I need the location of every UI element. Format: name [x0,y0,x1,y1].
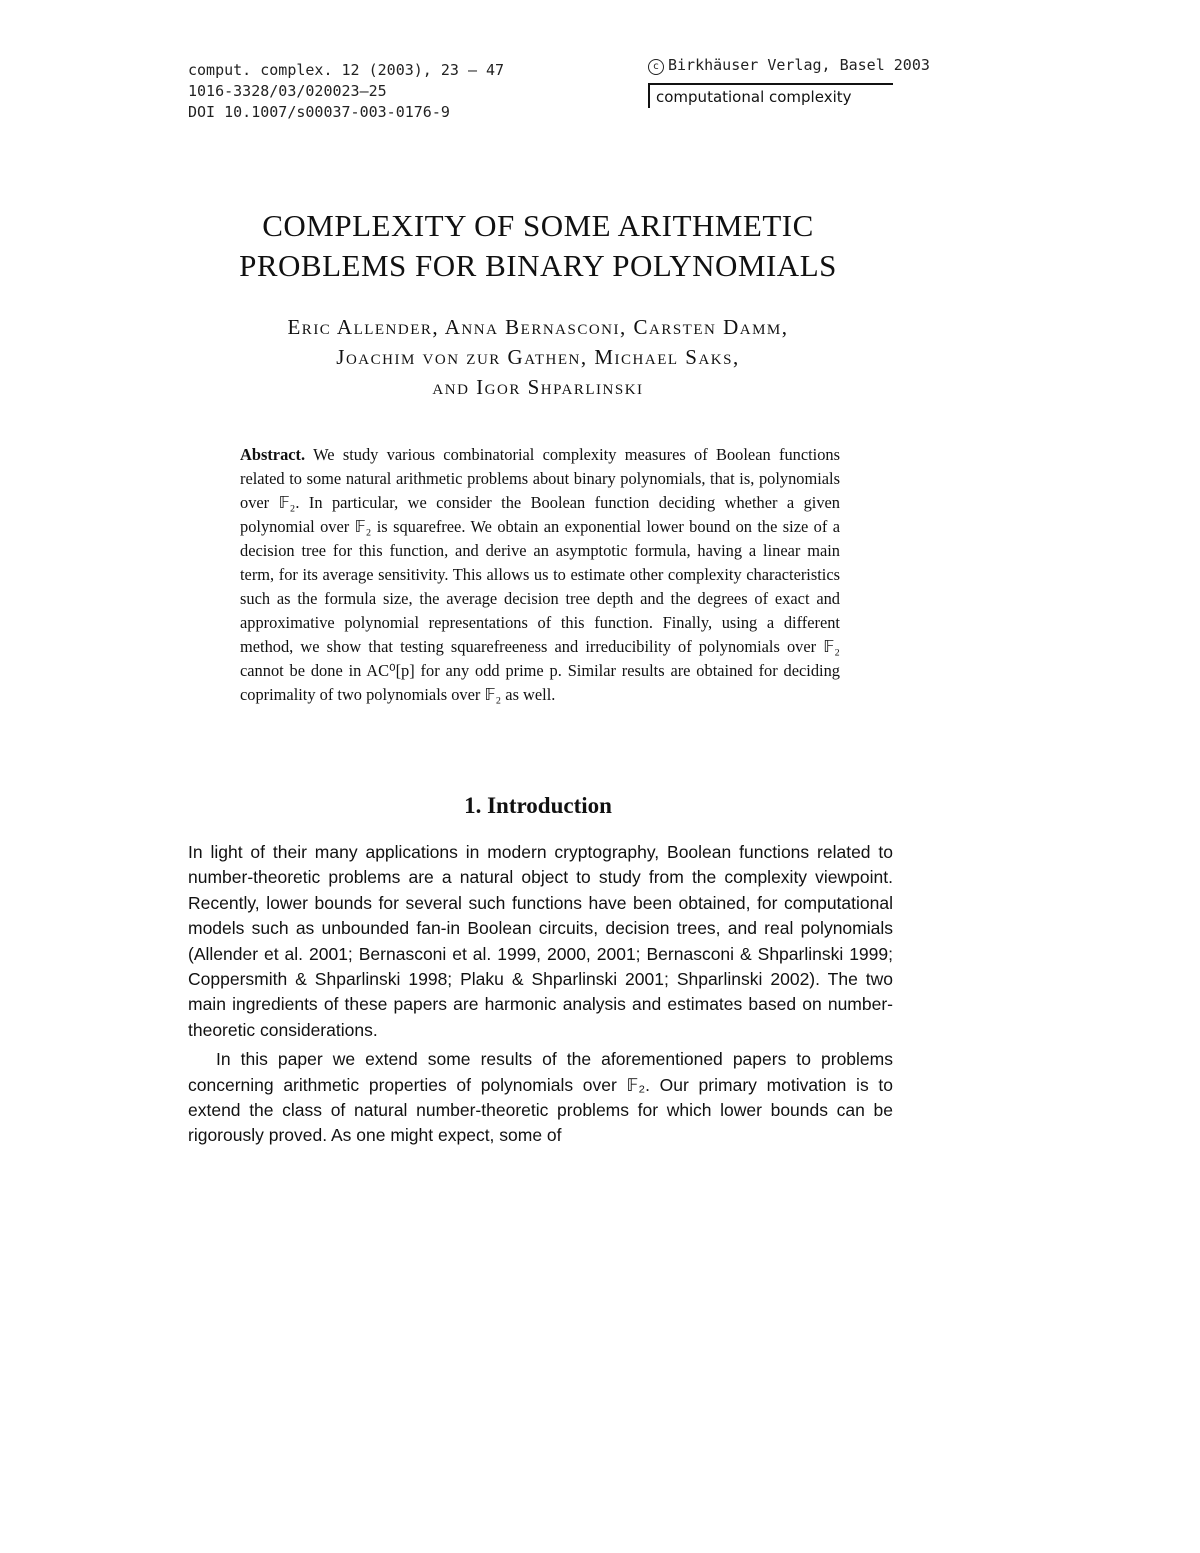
intro-paragraph-2: In this paper we extend some results of the aforementioned papers to problems concerning arithmetic properties of polynomials over 𝔽₂. Our primary motivation is to extend the class of natural number-theoretic problems for which lower bounds can be rigorously proved. As one might expect, some of [188,1049,893,1146]
authors-line-1: Eric Allender, Anna Bernasconi, Carsten Damm, [287,315,789,339]
citation-line: comput. complex. 12 (2003), 23 – 47 [188,61,505,79]
abstract-text: We study various combinatorial complexity measures of Boolean functions related to some natural arithmetic problems about binary polynomials, that is, polynomials over 𝔽₂. In particular, we consider the Boolean function deciding whether a given polynomial over 𝔽₂ is squarefree. We obtain an exponential lower bound on the size of a decision tree for this function, and derive an asymptotic formula, having a linear main term, for its average sensitivity. This allows us to estimate other complexity characteristics such as the formula size, the average decision tree depth and the degrees of exact and approximative polynomial representations of this function. Finally, using a different method, we show that testing squarefreeness and irreducibility of polynomials over 𝔽₂ cannot be done in AC⁰[p] for any odd prime p. Similar results are obtained for deciding coprimality of two polynomials over 𝔽₂ as well. [240,445,840,704]
copyright-text: Birkhäuser Verlag, Basel 2003 [668,56,930,74]
title-line-1: COMPLEXITY OF SOME ARITHMETIC [262,208,814,243]
abstract-label: Abstract. [240,445,306,464]
title-line-2: PROBLEMS FOR BINARY POLYNOMIALS [239,248,837,283]
header-metadata [188,60,504,123]
doi-line: DOI 10.1007/s00037-003-0176-9 [188,103,450,121]
issn-line: 1016-3328/03/020023–25 [188,82,387,100]
section-heading-introduction: 1. Introduction [464,793,612,818]
author-list [0,312,1076,402]
copyright-line [648,56,930,75]
abstract [240,443,840,707]
copyright-icon: c [648,59,664,75]
authors-line-2: Joachim von zur Gathen, Michael Saks, [336,345,740,369]
intro-paragraph-1: In light of their many applications in modern cryptography, Boolean functions related to number-theoretic problems are a natural object to study from the complexity viewpoint. Recently, lower bounds for several such functions have been obtained, for computational models such as unbounded fan-in Boolean circuits, decision trees, and real polynomials (Allender et al. 2001; Bernasconi et al. 1999, 2000, 2001; Bernasconi & Shparlinski 1999; Coppersmith & Shparlinski 1998; Plaku & Shparlinski 2001; Shparlinski 2002). The two main ingredients of these papers are harmonic analysis and estimates based on number-theoretic considerations. [188,842,893,1040]
journal-name: computational complexity [648,83,893,108]
paper-title [0,206,1076,286]
authors-line-3: and Igor Shparlinski [432,375,644,399]
introduction-body [188,840,893,1153]
header-publisher [648,56,930,108]
